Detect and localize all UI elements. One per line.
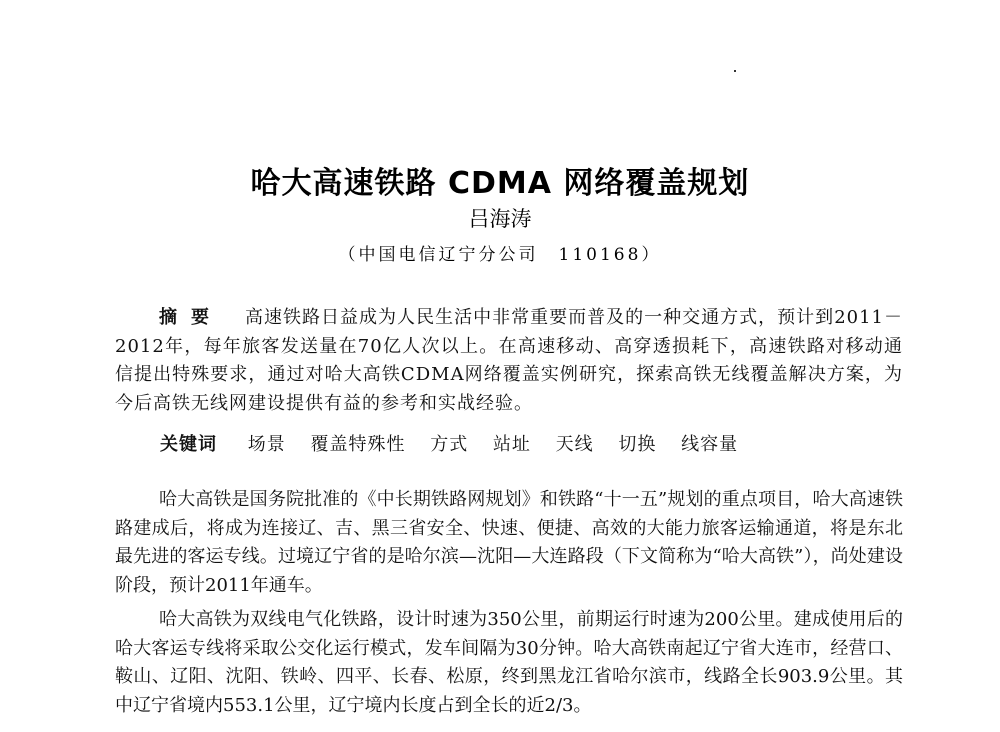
abstract-label: 摘要 — [159, 307, 224, 328]
keyword: 站址 — [492, 434, 531, 455]
keyword: 天线 — [555, 434, 594, 455]
keyword: 场景 — [247, 434, 286, 455]
author-affiliation: （中国电信辽宁分公司 110168） — [338, 245, 662, 265]
keywords — [160, 431, 756, 459]
keyword: 方式 — [430, 434, 469, 455]
keywords-label: 关键词 — [160, 434, 217, 455]
scan-speck — [734, 70, 736, 72]
body-paragraph-1: 哈大高铁是国务院批准的《中长期铁路网规划》和铁路“十一五”规划的重点项目，哈大高速铁路建成后，将成为连接辽、吉、黑三省安全、快速、便捷、高效的大能力旅客运输通道，将是东北最先进的客运专线。过境辽宁省的是哈尔滨—沈阳—大连路段（下文简称为“哈大高铁”），尚处建设阶段，预计2011年通车。 — [115, 489, 903, 596]
author-name: 吕海涛 — [468, 207, 532, 231]
body-paragraph-2: 哈大高铁为双线电气化铁路，设计时速为350公里，前期运行时速为200公里。建成使用后的哈大客运专线将采取公交化运行模式，发车间隔为30分钟。哈大高铁南起辽宁省大连市，经营口、鞍山、辽阳、沈阳、铁岭、四平、长春、松原，终到黑龙江省哈尔滨市，线路全长903.9公里。其中辽宁省境内553.1公里，辽宁境内长度占到全长的近2/3。 — [115, 609, 903, 716]
keyword: 切换 — [618, 434, 657, 455]
abstract — [115, 304, 903, 418]
abstract-text: 高速铁路日益成为人民生活中非常重要而普及的一种交通方式，预计到2011－2012年，每年旅客发送量在70亿人次以上。在高速移动、高穿透损耗下，高速铁路对移动通信提出特殊要求，通过对哈大高铁CDMA网络覆盖实例研究，探索高铁无线覆盖解决方案，为今后高铁无线网建设提供有益的参考和实战经验。 — [115, 307, 903, 414]
keyword: 覆盖特殊性 — [310, 434, 406, 455]
keyword: 线容量 — [681, 434, 739, 455]
paper-title: 哈大高速铁路 CDMA 网络覆盖规划 — [250, 166, 750, 201]
